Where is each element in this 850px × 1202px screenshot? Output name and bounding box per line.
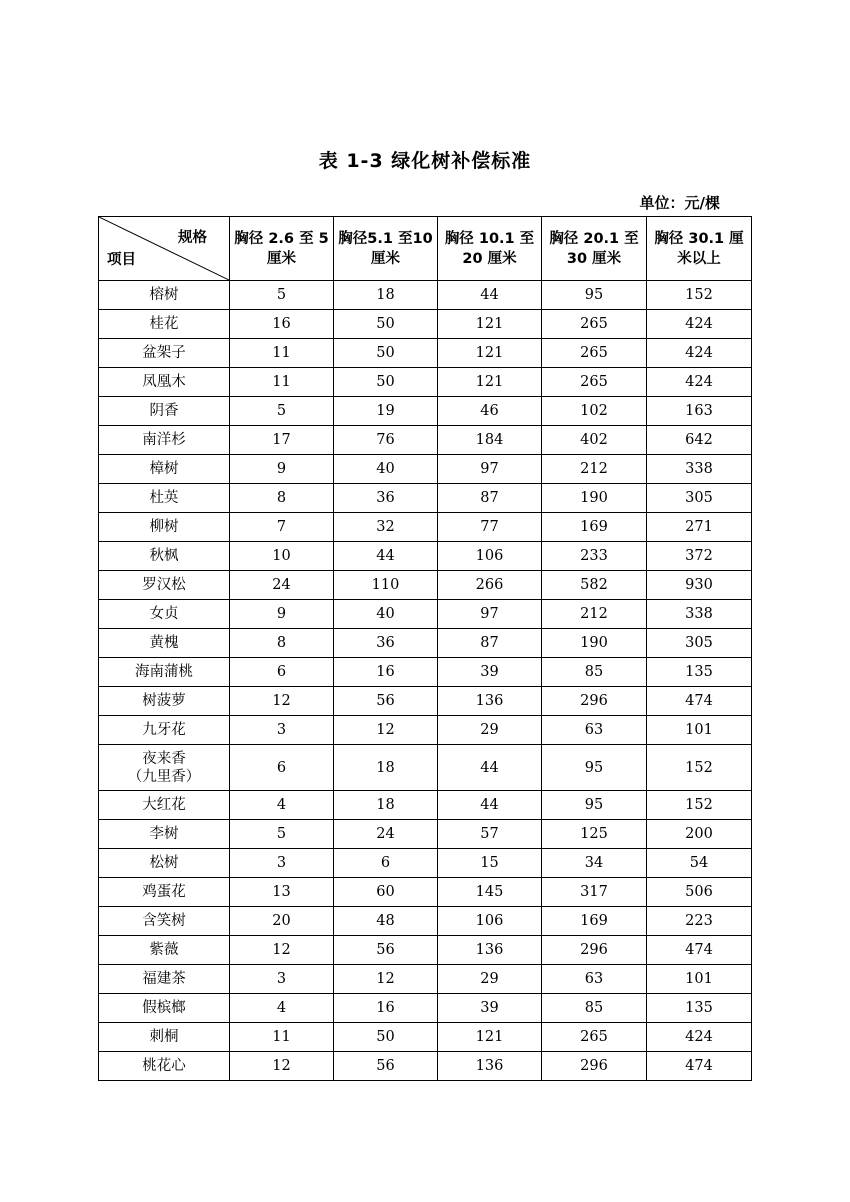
tree-name-cell — [99, 820, 230, 849]
tree-name-cell — [99, 994, 230, 1023]
column-header — [334, 217, 438, 281]
table-row — [99, 745, 752, 791]
price-cell: 36 — [334, 629, 438, 658]
table-row — [99, 600, 752, 629]
table-row — [99, 426, 752, 455]
price-cell: 424 — [647, 310, 752, 339]
price-cell: 10 — [230, 542, 334, 571]
table-row — [99, 484, 752, 513]
price-cell: 5 — [230, 397, 334, 426]
price-cell: 265 — [542, 339, 647, 368]
price-cell: 95 — [542, 745, 647, 791]
price-cell: 3 — [230, 716, 334, 745]
tree-name-cell — [99, 629, 230, 658]
price-cell: 169 — [542, 907, 647, 936]
tree-name-cell — [99, 745, 230, 791]
column-header-line: 厘米 — [267, 250, 296, 267]
column-header-line: 30 厘米 — [566, 250, 622, 267]
tree-name: 鸡蛋花 — [142, 884, 186, 900]
tree-name: 福建茶 — [142, 971, 186, 987]
tree-name-cell — [99, 1052, 230, 1081]
price-cell: 24 — [334, 820, 438, 849]
price-cell: 16 — [334, 658, 438, 687]
tree-name-cell — [99, 1023, 230, 1052]
price-cell: 24 — [230, 571, 334, 600]
price-cell: 223 — [647, 907, 752, 936]
tree-name: 桂花 — [149, 316, 179, 332]
price-cell: 60 — [334, 878, 438, 907]
tree-name: 假槟榔 — [142, 1000, 186, 1016]
price-cell: 152 — [647, 791, 752, 820]
tree-name-cell — [99, 687, 230, 716]
price-cell: 121 — [438, 339, 542, 368]
price-cell: 12 — [230, 936, 334, 965]
price-cell: 212 — [542, 455, 647, 484]
price-cell: 266 — [438, 571, 542, 600]
tree-name: 杜英 — [149, 490, 179, 506]
tree-name-cell — [99, 965, 230, 994]
compensation-table — [98, 216, 752, 1081]
column-header-line: 胸径5.1 至10 — [338, 230, 433, 247]
price-cell: 39 — [438, 658, 542, 687]
tree-name: 榕树 — [149, 287, 179, 303]
tree-name-cell — [99, 339, 230, 368]
price-cell: 36 — [334, 484, 438, 513]
price-cell: 163 — [647, 397, 752, 426]
price-cell: 338 — [647, 600, 752, 629]
tree-name-cell — [99, 907, 230, 936]
table-row — [99, 339, 752, 368]
column-header-line: 20 厘米 — [462, 250, 517, 267]
price-cell: 5 — [230, 820, 334, 849]
table-row — [99, 1052, 752, 1081]
price-cell: 271 — [647, 513, 752, 542]
price-cell: 190 — [542, 484, 647, 513]
price-cell: 200 — [647, 820, 752, 849]
column-header — [438, 217, 542, 281]
column-header-line: 胸径 20.1 至 — [549, 230, 639, 247]
price-cell: 305 — [647, 484, 752, 513]
price-cell: 233 — [542, 542, 647, 571]
price-cell: 582 — [542, 571, 647, 600]
tree-name: 罗汉松 — [142, 577, 186, 593]
price-cell: 145 — [438, 878, 542, 907]
price-cell: 63 — [542, 965, 647, 994]
tree-name: 樟树 — [149, 461, 179, 477]
price-cell: 40 — [334, 455, 438, 484]
price-cell: 296 — [542, 1052, 647, 1081]
tree-name-cell — [99, 878, 230, 907]
price-cell: 265 — [542, 1023, 647, 1052]
price-cell: 97 — [438, 455, 542, 484]
price-cell: 121 — [438, 368, 542, 397]
table-row — [99, 513, 752, 542]
tree-name-cell — [99, 310, 230, 339]
table-body — [99, 281, 752, 1081]
price-cell: 265 — [542, 368, 647, 397]
tree-name-cell — [99, 716, 230, 745]
price-cell: 402 — [542, 426, 647, 455]
price-cell: 57 — [438, 820, 542, 849]
price-cell: 110 — [334, 571, 438, 600]
price-cell: 3 — [230, 849, 334, 878]
price-cell: 212 — [542, 600, 647, 629]
price-cell: 930 — [647, 571, 752, 600]
tree-name: 阴香 — [149, 403, 179, 419]
price-cell: 32 — [334, 513, 438, 542]
price-cell: 16 — [334, 994, 438, 1023]
price-cell: 34 — [542, 849, 647, 878]
tree-name: 九牙花 — [142, 722, 186, 738]
table-row — [99, 687, 752, 716]
price-cell: 18 — [334, 791, 438, 820]
tree-name-cell — [99, 791, 230, 820]
column-header-line: 胸径 10.1 至 — [444, 230, 535, 247]
item-header-label: 项目 — [107, 252, 136, 268]
price-cell: 121 — [438, 1023, 542, 1052]
column-header-line: 厘米 — [371, 250, 400, 267]
price-cell: 9 — [230, 600, 334, 629]
price-cell: 97 — [438, 600, 542, 629]
tree-name: 松树 — [149, 855, 179, 871]
tree-name-cell — [99, 542, 230, 571]
price-cell: 102 — [542, 397, 647, 426]
price-cell: 95 — [542, 281, 647, 310]
table-row — [99, 571, 752, 600]
tree-name: 含笑树 — [142, 913, 186, 929]
price-cell: 106 — [438, 907, 542, 936]
corner-header-cell — [99, 217, 230, 281]
price-cell: 6 — [334, 849, 438, 878]
price-cell: 77 — [438, 513, 542, 542]
price-cell: 424 — [647, 1023, 752, 1052]
price-cell: 106 — [438, 542, 542, 571]
table-row — [99, 878, 752, 907]
table-row — [99, 542, 752, 571]
price-cell: 40 — [334, 600, 438, 629]
price-cell: 39 — [438, 994, 542, 1023]
tree-name-cell — [99, 484, 230, 513]
price-cell: 265 — [542, 310, 647, 339]
price-cell: 48 — [334, 907, 438, 936]
price-cell: 44 — [334, 542, 438, 571]
table-row — [99, 281, 752, 310]
price-cell: 424 — [647, 368, 752, 397]
price-cell: 101 — [647, 716, 752, 745]
table-row — [99, 791, 752, 820]
price-cell: 136 — [438, 1052, 542, 1081]
tree-name-cell — [99, 658, 230, 687]
price-cell: 474 — [647, 687, 752, 716]
price-cell: 12 — [334, 965, 438, 994]
price-cell: 11 — [230, 1023, 334, 1052]
table-row — [99, 310, 752, 339]
price-cell: 9 — [230, 455, 334, 484]
tree-name-cell — [99, 600, 230, 629]
price-cell: 56 — [334, 1052, 438, 1081]
price-cell: 3 — [230, 965, 334, 994]
header-row — [99, 217, 752, 281]
column-header-line: 胸径 2.6 至 5 — [234, 230, 329, 247]
spec-header-label: 规格 — [178, 230, 207, 246]
tree-name: 柳树 — [149, 519, 179, 535]
tree-name: 桃花心 — [142, 1058, 186, 1074]
price-cell: 11 — [230, 368, 334, 397]
table-row — [99, 368, 752, 397]
price-cell: 50 — [334, 339, 438, 368]
price-cell: 13 — [230, 878, 334, 907]
table-row — [99, 820, 752, 849]
tree-name: 南洋杉 — [142, 432, 186, 448]
price-cell: 7 — [230, 513, 334, 542]
price-cell: 6 — [230, 658, 334, 687]
price-cell: 125 — [542, 820, 647, 849]
price-cell: 44 — [438, 791, 542, 820]
column-header — [230, 217, 334, 281]
table-row — [99, 397, 752, 426]
price-cell: 317 — [542, 878, 647, 907]
tree-name: 海南蒲桃 — [135, 664, 193, 680]
tree-name: 紫薇 — [149, 942, 179, 958]
price-cell: 121 — [438, 310, 542, 339]
price-cell: 11 — [230, 339, 334, 368]
price-cell: 190 — [542, 629, 647, 658]
column-header — [542, 217, 647, 281]
price-cell: 46 — [438, 397, 542, 426]
price-cell: 152 — [647, 281, 752, 310]
price-cell: 29 — [438, 965, 542, 994]
price-cell: 76 — [334, 426, 438, 455]
tree-name: 盆架子 — [142, 345, 186, 361]
tree-name-cell — [99, 936, 230, 965]
price-cell: 44 — [438, 745, 542, 791]
price-cell: 12 — [334, 716, 438, 745]
price-cell: 44 — [438, 281, 542, 310]
price-cell: 474 — [647, 1052, 752, 1081]
price-cell: 12 — [230, 687, 334, 716]
price-cell: 17 — [230, 426, 334, 455]
table-row — [99, 994, 752, 1023]
price-cell: 474 — [647, 936, 752, 965]
tree-name: 秋枫 — [149, 548, 179, 564]
price-cell: 184 — [438, 426, 542, 455]
tree-name: 刺桐 — [149, 1029, 179, 1045]
price-cell: 136 — [438, 687, 542, 716]
price-cell: 338 — [647, 455, 752, 484]
tree-name: 夜来香 — [142, 750, 186, 767]
price-cell: 12 — [230, 1052, 334, 1081]
price-cell: 18 — [334, 745, 438, 791]
tree-name-cell — [99, 397, 230, 426]
table-row — [99, 716, 752, 745]
price-cell: 5 — [230, 281, 334, 310]
price-cell: 56 — [334, 687, 438, 716]
price-cell: 372 — [647, 542, 752, 571]
tree-name: 女贞 — [149, 606, 179, 622]
tree-name-cell — [99, 426, 230, 455]
price-cell: 305 — [647, 629, 752, 658]
tree-name-cell — [99, 455, 230, 484]
price-cell: 63 — [542, 716, 647, 745]
price-cell: 56 — [334, 936, 438, 965]
price-cell: 8 — [230, 484, 334, 513]
table-row — [99, 849, 752, 878]
tree-name: 凤凰木 — [142, 374, 186, 390]
tree-name-cell — [99, 368, 230, 397]
price-cell: 20 — [230, 907, 334, 936]
tree-name-cell — [99, 571, 230, 600]
tree-name: 树菠萝 — [142, 693, 186, 709]
table-row — [99, 1023, 752, 1052]
price-cell: 87 — [438, 629, 542, 658]
tree-name-cell — [99, 281, 230, 310]
price-cell: 54 — [647, 849, 752, 878]
price-cell: 16 — [230, 310, 334, 339]
price-cell: 19 — [334, 397, 438, 426]
price-cell: 87 — [438, 484, 542, 513]
price-cell: 85 — [542, 658, 647, 687]
table-row — [99, 936, 752, 965]
price-cell: 95 — [542, 791, 647, 820]
price-cell: 424 — [647, 339, 752, 368]
price-cell: 29 — [438, 716, 542, 745]
price-cell: 4 — [230, 994, 334, 1023]
price-cell: 642 — [647, 426, 752, 455]
column-header-line: 胸径 30.1 厘 — [654, 230, 744, 247]
tree-name: 黄槐 — [149, 635, 179, 651]
table-row — [99, 455, 752, 484]
price-cell: 152 — [647, 745, 752, 791]
price-cell: 85 — [542, 994, 647, 1023]
column-header — [647, 217, 752, 281]
price-cell: 101 — [647, 965, 752, 994]
tree-name: 大红花 — [142, 797, 186, 813]
price-cell: 169 — [542, 513, 647, 542]
price-cell: 136 — [438, 936, 542, 965]
price-cell: 506 — [647, 878, 752, 907]
table-row — [99, 658, 752, 687]
diagonal-divider — [99, 217, 229, 280]
price-cell: 296 — [542, 687, 647, 716]
price-cell: 15 — [438, 849, 542, 878]
tree-name: 李树 — [149, 826, 179, 842]
price-cell: 8 — [230, 629, 334, 658]
price-cell: 6 — [230, 745, 334, 791]
table-row — [99, 965, 752, 994]
tree-name: （九里香） — [127, 768, 201, 785]
unit-label: 单位：元/棵 — [639, 194, 720, 212]
table-row — [99, 907, 752, 936]
price-cell: 296 — [542, 936, 647, 965]
price-cell: 135 — [647, 994, 752, 1023]
price-cell: 135 — [647, 658, 752, 687]
price-cell: 50 — [334, 310, 438, 339]
table-row — [99, 629, 752, 658]
tree-name-cell — [99, 849, 230, 878]
price-cell: 50 — [334, 1023, 438, 1052]
column-header-line: 米以上 — [677, 250, 721, 267]
price-cell: 50 — [334, 368, 438, 397]
tree-name-cell — [99, 513, 230, 542]
price-cell: 4 — [230, 791, 334, 820]
price-cell: 18 — [334, 281, 438, 310]
table-title: 表 1-3 绿化树补偿标准 — [318, 150, 532, 172]
